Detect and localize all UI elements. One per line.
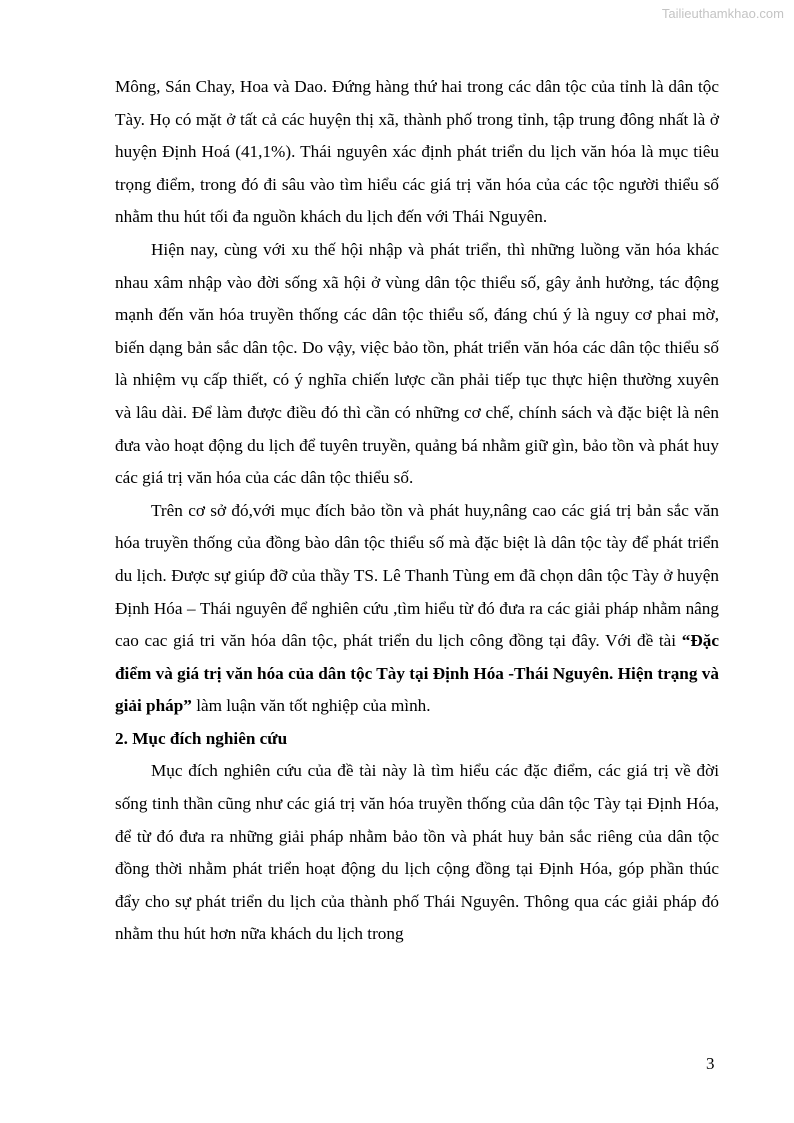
paragraph-intro-continued: Mông, Sán Chay, Hoa và Dao. Đứng hàng thứ hai trong các dân tộc của tỉnh là dân tộc Tày. Họ có mặt ở tất cả các huyện thị xã, thành phố trong tỉnh, tập trung đông nhất là ở huyện Định Hoá (41,1%). Thái nguyên xác định phát triển du lịch văn hóa là mục tiêu trọng điểm, trong đó đi sâu vào tìm hiểu các giá trị văn hóa của các tộc người thiểu số nhằm thu hút tối đa nguồn khách du lịch đến với Thái Nguyên. xyxy=(115,77,719,227)
thesis-outro-text: làm luận văn tốt nghiệp của mình. xyxy=(191,696,431,716)
section-heading: 2. Mục đích nghiên cứu xyxy=(115,728,288,748)
thesis-title: “Đặc điểm và giá trị văn hóa của dân tộc Tày tại Định Hóa -Thái Nguyên. Hiện trạng và giải pháp” xyxy=(115,631,719,716)
thesis-intro-text: Trên cơ sở đó,với mục đích bảo tồn và phát huy,nâng cao các giá trị bản sắc văn hóa truyền thống của đồng bào dân tộc thiểu số mà đặc biệt là dân tộc tày để phát triển du lịch. Được sự giúp đỡ của thầy TS. Lê Thanh Tùng em đã chọn dân tộc Tày ở huyện Định Hóa – Thái nguyên để nghiên cứu ,tìm hiểu từ đó đưa ra các giải pháp nhằm nâng cao cac giá tri văn hóa dân tộc, phát triển du lịch công đồng tại đây. Với đề tài xyxy=(115,500,719,651)
watermark: Tailieuthamkhao.com xyxy=(661,6,784,21)
paragraph-research-purpose: Mục đích nghiên cứu của đề tài này là tìm hiểu các đặc điểm, các giá trị về đời sống tinh thần cũng như các giá trị văn hóa truyền thống của dân tộc Tày tại Định Hóa, để từ đó đưa ra những giải pháp nhằm bảo tồn và phát huy bản sắc riêng của dân tộc đồng thời nhằm phát triển hoạt động du lịch cộng đồng tại Định Hóa, góp phần thúc đẩy cho sự phát triển du lịch của thành phố Thái Nguyên. Thông qua các giải pháp đó nhằm thu hút hơn nữa khách du lịch trong xyxy=(115,761,719,944)
document-page xyxy=(115,71,719,951)
paragraph-cultural-integration: Hiện nay, cùng với xu thế hội nhập và phát triển, thì những luồng văn hóa khác nhau xâm nhập vào đời sống xã hội ở vùng dân tộc thiểu số, gây ảnh hưởng, tác động mạnh đến văn hóa truyền thống các dân tộc thiểu số, đáng chú ý là nguy cơ phai mờ, biến dạng bản sắc dân tộc. Do vậy, việc bảo tồn, phát triển văn hóa các dân tộc thiểu số là nhiệm vụ cấp thiết, có ý nghĩa chiến lược cần phải tiếp tục thực hiện thường xuyên và lâu dài. Để làm được điều đó thì cần có những cơ chế, chính sách và đặc biệt là nên đưa vào hoạt động du lịch để tuyên truyền, quảng bá nhằm giữ gìn, bảo tồn và phát huy các giá trị văn hóa của các dân tộc thiểu số. xyxy=(115,239,719,488)
page-number: 3 xyxy=(706,1054,715,1073)
paragraph-thesis-topic xyxy=(115,495,719,723)
